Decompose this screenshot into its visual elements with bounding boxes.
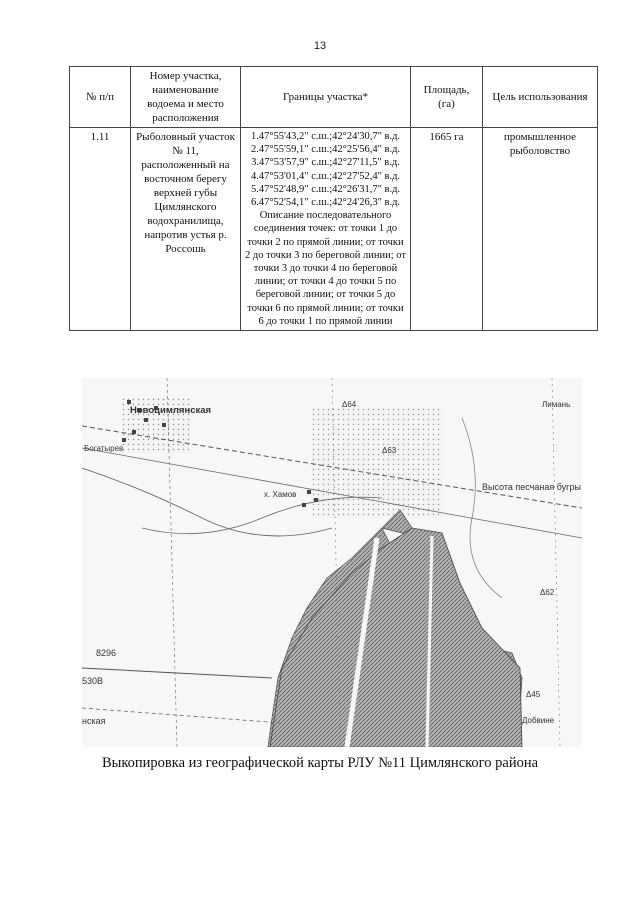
map-label-edge-left: нская bbox=[82, 716, 106, 726]
header-use: Цель использования bbox=[483, 67, 598, 128]
map-label-spot4: Δ45 bbox=[526, 690, 541, 699]
boundary-description: Описание последовательного соединения точек: от точки 1 до точки 2 по прямой линии; от точки 2 до точки 3 по береговой линии; от точки 3 до точки 4 по береговой линии; от точки 4 до точки 5 по береговой линии; от точки 5 до точки 6 по прямой линии; от точки 6 до точки 1 по прямой линии bbox=[245, 210, 406, 327]
map-label-spot1: Δ64 bbox=[342, 400, 357, 409]
map-label-village: Новоцимлянская bbox=[130, 405, 212, 416]
cell-num: 1.11 bbox=[70, 128, 131, 331]
table-header-row bbox=[70, 67, 598, 128]
table-row bbox=[70, 128, 598, 331]
map-label-road-num: 8296 bbox=[96, 648, 117, 658]
cell-area: 1665 га bbox=[411, 128, 483, 331]
boundary-point: 5.47°52'48,9" с.ш.;42°26'31,7" в.д. bbox=[250, 183, 401, 195]
cell-bounds bbox=[241, 128, 411, 331]
boundary-point: 3.47°53'57,9" с.ш.;42°27'11,5" в.д. bbox=[251, 157, 400, 169]
map-label-bottom-right: Добвине bbox=[522, 716, 555, 725]
boundary-point: 1.47°55'43,2" с.ш.;42°24'30,7" в.д. bbox=[250, 131, 401, 142]
header-num: № п/п bbox=[70, 67, 131, 128]
header-area: Площадь, (га) bbox=[411, 67, 483, 128]
map-label-edge-right: Лимань bbox=[542, 400, 571, 409]
header-name: Номер участка, наименование водоема и место расположения bbox=[131, 67, 241, 128]
header-bounds: Границы участка* bbox=[241, 67, 411, 128]
page-number: 13 bbox=[313, 40, 327, 52]
boundary-point: 6.47°52'54,1" с.ш.;42°24'26,3" в.д. bbox=[250, 197, 401, 209]
map-extract bbox=[82, 378, 582, 747]
topographic-map bbox=[82, 378, 582, 747]
boundary-point: 2.47°55'59,1" с.ш.;42°25'56,4" в.д. bbox=[250, 144, 401, 156]
map-label-farm: х. Хамов bbox=[264, 490, 297, 499]
map-label-spot3: Δ62 bbox=[540, 588, 555, 597]
map-label-spot2: Δ63 bbox=[382, 446, 397, 455]
map-label-height: Высота песчаная бугры bbox=[482, 482, 581, 492]
parcel-table bbox=[69, 66, 598, 331]
boundary-point: 4.47°53'01,4" с.ш.;42°27'52,4" в.д. bbox=[250, 170, 401, 182]
cell-name: Рыболовный участок № 11, расположенный на восточном берегу верхней губы Цимлянского водохранилища, напротив устья р. Россошь bbox=[131, 128, 241, 331]
map-label-village2: Богатырев bbox=[84, 444, 124, 453]
cell-use: промышленное рыболовство bbox=[483, 128, 598, 331]
map-caption: Выкопировка из географической карты РЛУ №11 Цимлянского района bbox=[101, 755, 539, 771]
map-label-road-num2: 530В bbox=[82, 676, 104, 686]
